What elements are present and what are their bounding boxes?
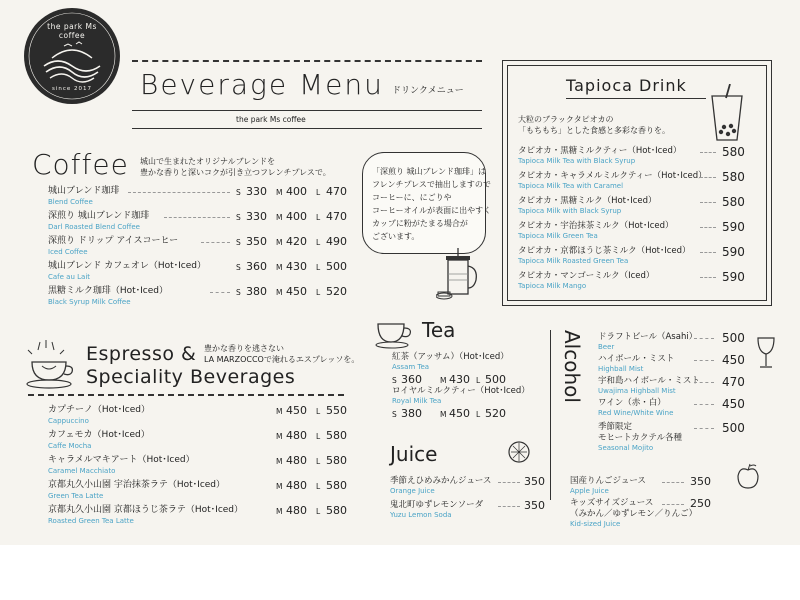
- wine-glass-icon: [754, 336, 778, 370]
- tapioca-item-leader: [700, 227, 716, 228]
- coffee-desc-1: 城山で生まれたオリジナルブレンドを: [140, 157, 276, 166]
- coffee-note-line: コーヒーオイルが表面に出やすく: [372, 206, 492, 215]
- alcohol-item-leader: [694, 338, 714, 339]
- tea-item-price: 520: [485, 407, 506, 420]
- size-label: S: [236, 188, 241, 197]
- coffee-item-price: 360: [246, 260, 267, 273]
- size-label: M: [276, 482, 283, 491]
- juice-item-leader: [662, 504, 684, 505]
- tapioca-item-price: 590: [722, 270, 745, 284]
- juice-item-leader: [498, 506, 520, 507]
- juice-item-en: Kid-sized Juice: [570, 520, 621, 528]
- espresso-item-price: 480: [286, 504, 307, 517]
- alcohol-item-name-2: モヒートカクテル各種: [598, 433, 682, 443]
- coffee-item-price: 450: [286, 285, 307, 298]
- alcohol-item-price: 470: [722, 375, 745, 389]
- tapioca-desc-1: 大粒のブラックタピオカの: [518, 115, 614, 124]
- alcohol-item-en: Uwajima Highball Mist: [598, 387, 676, 395]
- alcohol-item-name: 季節限定: [598, 422, 633, 432]
- coffee-item-price: 400: [286, 185, 307, 198]
- juice-item-price: 350: [524, 475, 545, 488]
- coffee-item-name: 黒糖ミルク珈琲（Hot･Iced）: [48, 286, 168, 296]
- espresso-title-2: Speciality Beverages: [86, 366, 296, 388]
- coffee-item-price: 430: [286, 260, 307, 273]
- coffee-item-en: Black Syrup Milk Coffee: [48, 298, 131, 306]
- coffee-note-line: フレンチプレスで抽出しますので: [372, 180, 491, 189]
- tapioca-item-en: Tapioca Milk Tea with Caramel: [518, 182, 624, 190]
- juice-item-price: 350: [690, 475, 711, 488]
- size-label: M: [276, 263, 283, 272]
- juice-item-en: Orange Juice: [390, 487, 435, 495]
- tapioca-desc-2: 「もちもち」とした食感と多彩な香りを。: [518, 126, 670, 135]
- tapioca-title: Tapioca Drink: [566, 76, 687, 95]
- espresso-item-en: Caffe Mocha: [48, 442, 92, 450]
- coffee-item-price: 490: [326, 235, 347, 248]
- espresso-item-name: 京都丸久小山園 宇治抹茶ラテ（Hot･Iced）: [48, 480, 226, 490]
- coffee-item-name: 深煎り ドリップ アイスコーヒー: [48, 236, 179, 246]
- tea-item-en: Assam Tea: [392, 363, 430, 371]
- size-label: L: [316, 188, 321, 197]
- latte-cup-icon: [24, 340, 80, 390]
- coffee-note-line: 「深煎り 城山ブレンド珈琲」は: [372, 167, 487, 176]
- coffee-item-price: 470: [326, 185, 347, 198]
- coffee-item-leader: [128, 192, 230, 193]
- size-label: L: [316, 288, 321, 297]
- page-title: Beverage Menu: [140, 68, 384, 101]
- tapioca-item-leader: [700, 202, 716, 203]
- tapioca-item-en: Tapioca Milk Roasted Green Tea: [518, 257, 629, 265]
- coffee-item-en: Iced Coffee: [48, 248, 88, 256]
- juice-item-name: 国産りんごジュース: [570, 476, 646, 486]
- alcohol-divider: [550, 330, 551, 500]
- size-label: S: [392, 410, 397, 419]
- espresso-item-en: Green Tea Latte: [48, 492, 104, 500]
- tea-item-price: 500: [485, 373, 506, 386]
- tapioca-item-price: 580: [722, 195, 745, 209]
- size-label: S: [392, 376, 397, 385]
- size-label: M: [276, 457, 283, 466]
- alcohol-item-price: 500: [722, 421, 745, 435]
- juice-item-price: 250: [690, 497, 711, 510]
- coffee-item-price: 330: [246, 185, 267, 198]
- alcohol-item-price: 450: [722, 397, 745, 411]
- tea-title: Tea: [422, 318, 456, 342]
- apple-icon: [734, 462, 762, 492]
- tapioca-item-en: Tapioca Milk Tea with Black Syrup: [518, 157, 636, 165]
- tapioca-item-name: タピオカ・マンゴーミルク（Iced）: [518, 271, 655, 281]
- alcohol-item-name: ドラフトビール（Asahi）: [598, 332, 698, 342]
- coffee-item-en: Blend Coffee: [48, 198, 93, 206]
- juice-item-name: 鬼北町ゆずレモンソーダ: [390, 500, 484, 510]
- tapioca-item-name: タピオカ・宇治抹茶ミルク（Hot･Iced）: [518, 221, 674, 231]
- espresso-item-price: 580: [326, 454, 347, 467]
- size-label: L: [316, 507, 321, 516]
- size-label: M: [276, 288, 283, 297]
- alcohol-item-leader: [694, 360, 714, 361]
- tapioca-item-en: Tapioca Milk with Black Syrup: [518, 207, 622, 215]
- size-label: M: [276, 213, 283, 222]
- orange-icon: [506, 438, 532, 464]
- alcohol-item-en: Red Wine/White Wine: [598, 409, 674, 417]
- tea-item-name: 紅茶（アッサム）（Hot･Iced）: [392, 352, 509, 362]
- tea-item-en: Royal Milk Tea: [392, 397, 442, 405]
- juice-item-leader: [662, 482, 684, 483]
- espresso-item-price: 480: [286, 479, 307, 492]
- size-label: M: [276, 432, 283, 441]
- size-label: L: [316, 238, 321, 247]
- size-label: L: [316, 263, 321, 272]
- coffee-item-leader: [210, 292, 230, 293]
- coffee-item-name: 深煎り 城山ブレンド珈琲: [48, 211, 150, 221]
- tea-item-price: 450: [449, 407, 470, 420]
- coffee-item-en: Darl Roasted Blend Coffee: [48, 223, 140, 231]
- page-title-jp: ドリンクメニュー: [392, 86, 464, 96]
- header-subtitle: the park Ms coffee: [236, 115, 306, 124]
- tapioca-item-name: タピオカ・黒糖ミルクティー（Hot･Iced）: [518, 146, 682, 156]
- size-label: M: [276, 238, 283, 247]
- french-press-icon: [436, 246, 486, 302]
- tapioca-item-leader: [700, 277, 716, 278]
- header-bottom-rule-2: [132, 128, 482, 129]
- alcohol-item-name: ワイン（赤・白）: [598, 398, 666, 408]
- teacup-icon: [374, 316, 414, 350]
- espresso-item-price: 480: [286, 454, 307, 467]
- tapioca-item-price: 590: [722, 245, 745, 259]
- espresso-desc-1: 豊かな香りを逃さない: [204, 344, 284, 353]
- juice-item-en: Yuzu Lemon Soda: [390, 511, 452, 519]
- espresso-item-price: 580: [326, 504, 347, 517]
- espresso-item-price: 580: [326, 429, 347, 442]
- tea-item-name: ロイヤルミルクティー（Hot･Iced）: [392, 386, 530, 396]
- tapioca-item-name: タピオカ・キャラメルミルクティー（Hot･Iced）: [518, 171, 707, 181]
- juice-title: Juice: [390, 442, 438, 466]
- coffee-item-price: 420: [286, 235, 307, 248]
- alcohol-item-name: 宇和島ハイボール・ミスト: [598, 376, 700, 386]
- tea-item-price: 380: [401, 407, 422, 420]
- espresso-item-en: Roasted Green Tea Latte: [48, 517, 134, 525]
- coffee-note-line: ございます。: [372, 232, 420, 241]
- coffee-item-price: 500: [326, 260, 347, 273]
- espresso-item-price: 550: [326, 404, 347, 417]
- coffee-item-name: 城山ブレンド珈琲: [48, 186, 120, 196]
- tapioca-item-price: 590: [722, 220, 745, 234]
- espresso-item-en: Cappuccino: [48, 417, 89, 425]
- alcohol-item-en: Beer: [598, 343, 615, 351]
- coffee-note-line: カップに粉がたまる場合が: [372, 219, 468, 228]
- juice-item-name: 季節えひめみかんジュース: [390, 476, 492, 486]
- coffee-item-leader: [201, 242, 230, 243]
- logo: [22, 6, 122, 106]
- size-label: M: [440, 376, 447, 385]
- size-label: S: [236, 263, 241, 272]
- espresso-item-en: Caramel Macchiato: [48, 467, 116, 475]
- juice-item-en: Apple Juice: [570, 487, 609, 495]
- size-label: L: [316, 432, 321, 441]
- tapioca-item-name: タピオカ・京都ほうじ茶ミルク（Hot･Iced）: [518, 246, 691, 256]
- alcohol-item-leader: [694, 404, 714, 405]
- tapioca-item-price: 580: [722, 145, 745, 159]
- size-label: S: [236, 213, 241, 222]
- size-label: L: [476, 410, 481, 419]
- size-label: L: [316, 407, 321, 416]
- header-top-rule: [132, 60, 482, 62]
- tea-item-price: 430: [449, 373, 470, 386]
- alcohol-item-name: ハイボール・ミスト: [598, 354, 675, 364]
- tapioca-item-name: タピオカ・黒糖ミルク（Hot･Iced）: [518, 196, 657, 206]
- alcohol-item-en: Seasonal Mojito: [598, 444, 654, 452]
- tapioca-item-leader: [700, 152, 716, 153]
- espresso-rule: [28, 394, 344, 396]
- coffee-title: Coffee: [32, 148, 129, 181]
- espresso-item-price: 580: [326, 479, 347, 492]
- size-label: S: [236, 238, 241, 247]
- alcohol-item-price: 500: [722, 331, 745, 345]
- alcohol-item-price: 450: [722, 353, 745, 367]
- juice-item-leader: [498, 482, 520, 483]
- tapioca-title-rule: [566, 98, 706, 99]
- coffee-item-price: 520: [326, 285, 347, 298]
- espresso-item-name: キャラメルマキアート（Hot･Iced）: [48, 455, 195, 465]
- coffee-item-price: 470: [326, 210, 347, 223]
- juice-item-name-2: （みかん／ゆずレモン／りんご）: [570, 509, 698, 519]
- espresso-item-price: 450: [286, 404, 307, 417]
- tea-item-price: 360: [401, 373, 422, 386]
- size-label: M: [440, 410, 447, 419]
- coffee-note-line: コーヒーに、にごりや: [372, 193, 452, 202]
- size-label: M: [276, 507, 283, 516]
- espresso-item-name: 京都丸久小山園 京都ほうじ茶ラテ（Hot･Iced）: [48, 505, 244, 515]
- tapioca-item-en: Tapioca Milk Mango: [518, 282, 587, 290]
- header-bottom-rule: [132, 110, 482, 111]
- tapioca-item-price: 580: [722, 170, 745, 184]
- alcohol-item-en: Highball Mist: [598, 365, 644, 373]
- size-label: L: [316, 213, 321, 222]
- espresso-desc-2: LA MARZOCCOで淹れるエスプレッソを。: [204, 355, 360, 364]
- logo-since: since 2017: [51, 86, 93, 92]
- alcohol-item-leader: [694, 382, 714, 383]
- juice-item-name: キッズサイズジュース: [570, 498, 654, 508]
- tapioca-item-leader: [700, 177, 716, 178]
- coffee-item-price: 330: [246, 210, 267, 223]
- tapioca-item-en: Tapioca Milk Green Tea: [518, 232, 598, 240]
- coffee-desc-2: 豊かな香りと深いコクが引き立つフレンチプレスで。: [140, 168, 331, 177]
- logo-text: the park Ms coffee: [47, 22, 97, 40]
- alcohol-item-leader: [694, 428, 714, 429]
- tapioca-cup-icon: [708, 84, 748, 144]
- coffee-item-name: 城山ブレンド カフェオレ（Hot･Iced）: [48, 261, 206, 271]
- juice-item-price: 350: [524, 499, 545, 512]
- alcohol-title: Alcohol: [560, 330, 584, 403]
- tapioca-item-leader: [700, 252, 716, 253]
- espresso-item-name: カプチーノ（Hot･Iced）: [48, 405, 150, 415]
- size-label: L: [476, 376, 481, 385]
- espresso-title-1: Espresso &: [86, 343, 197, 365]
- coffee-item-price: 350: [246, 235, 267, 248]
- size-label: S: [236, 288, 241, 297]
- size-label: L: [316, 457, 321, 466]
- coffee-item-price: 400: [286, 210, 307, 223]
- size-label: M: [276, 188, 283, 197]
- espresso-item-price: 480: [286, 429, 307, 442]
- coffee-item-en: Cafe au Lait: [48, 273, 91, 281]
- size-label: L: [316, 482, 321, 491]
- espresso-item-name: カフェモカ（Hot･Iced）: [48, 430, 150, 440]
- coffee-item-price: 380: [246, 285, 267, 298]
- coffee-item-leader: [164, 217, 230, 218]
- size-label: M: [276, 407, 283, 416]
